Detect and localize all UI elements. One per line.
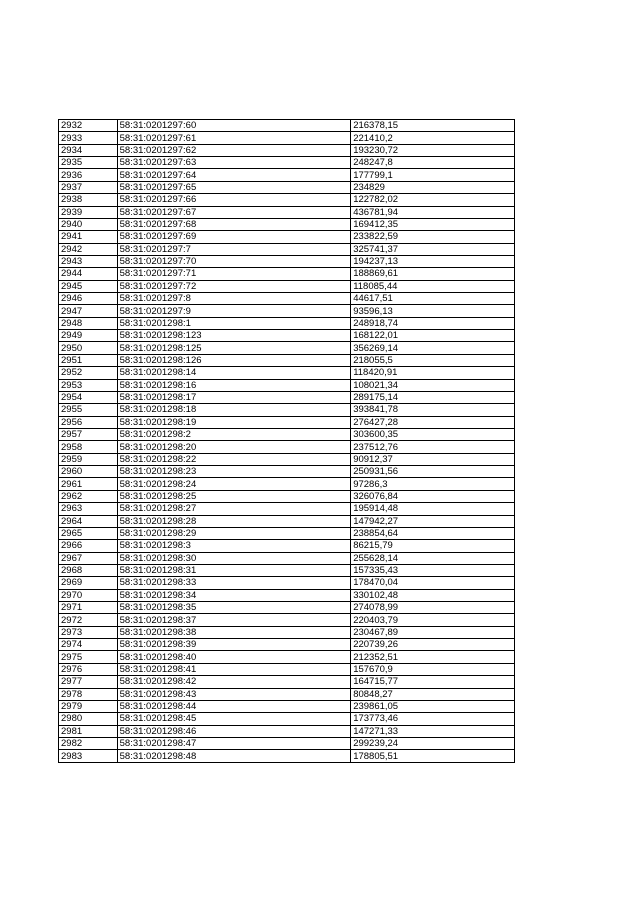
table-row (59, 120, 515, 132)
cadastral-number-cell: 58:31:0201298:31 (117, 564, 351, 576)
table-row (59, 404, 515, 416)
row-number-cell: 2952 (59, 367, 118, 379)
value-cell: 325741,37 (351, 243, 515, 255)
value-cell: 93596,13 (351, 305, 515, 317)
value-cell: 234829 (351, 181, 515, 193)
row-number-cell: 2961 (59, 478, 118, 490)
value-cell: 193230,72 (351, 144, 515, 156)
cadastral-number-cell: 58:31:0201298:1 (117, 317, 351, 329)
value-cell: 178805,51 (351, 750, 515, 762)
table-row (59, 466, 515, 478)
cadastral-number-cell: 58:31:0201298:17 (117, 391, 351, 403)
cadastral-number-cell: 58:31:0201298:38 (117, 626, 351, 638)
row-number-cell: 2951 (59, 354, 118, 366)
table-row (59, 503, 515, 515)
row-number-cell: 2976 (59, 663, 118, 675)
value-cell: 80848,27 (351, 688, 515, 700)
value-cell: 250931,56 (351, 466, 515, 478)
cadastral-number-cell: 58:31:0201298:123 (117, 330, 351, 342)
value-cell: 330102,48 (351, 589, 515, 601)
value-cell: 299239,24 (351, 737, 515, 749)
table-row (59, 750, 515, 762)
value-cell: 239861,05 (351, 700, 515, 712)
value-cell: 218055,5 (351, 354, 515, 366)
cadastral-number-cell: 58:31:0201297:60 (117, 120, 351, 132)
table-row (59, 218, 515, 230)
table-row (59, 540, 515, 552)
table-row (59, 589, 515, 601)
cadastral-number-cell: 58:31:0201298:43 (117, 688, 351, 700)
row-number-cell: 2935 (59, 157, 118, 169)
table-row (59, 663, 515, 675)
cadastral-number-cell: 58:31:0201298:45 (117, 713, 351, 725)
value-cell: 248918,74 (351, 317, 515, 329)
value-cell: 118085,44 (351, 280, 515, 292)
cadastral-number-cell: 58:31:0201298:42 (117, 676, 351, 688)
cadastral-number-cell: 58:31:0201298:2 (117, 428, 351, 440)
value-cell: 220739,26 (351, 639, 515, 651)
table-row (59, 144, 515, 156)
table-row (59, 280, 515, 292)
row-number-cell: 2980 (59, 713, 118, 725)
row-number-cell: 2967 (59, 552, 118, 564)
value-cell: 393841,78 (351, 404, 515, 416)
value-cell: 108021,34 (351, 379, 515, 391)
table-row (59, 379, 515, 391)
cadastral-number-cell: 58:31:0201298:18 (117, 404, 351, 416)
cadastral-number-cell: 58:31:0201298:125 (117, 342, 351, 354)
cadastral-number-cell: 58:31:0201298:20 (117, 441, 351, 453)
row-number-cell: 2949 (59, 330, 118, 342)
row-number-cell: 2955 (59, 404, 118, 416)
value-cell: 436781,94 (351, 206, 515, 218)
row-number-cell: 2956 (59, 416, 118, 428)
cadastral-number-cell: 58:31:0201298:48 (117, 750, 351, 762)
cadastral-number-cell: 58:31:0201298:29 (117, 527, 351, 539)
row-number-cell: 2970 (59, 589, 118, 601)
row-number-cell: 2983 (59, 750, 118, 762)
row-number-cell: 2971 (59, 602, 118, 614)
table-row (59, 231, 515, 243)
row-number-cell: 2965 (59, 527, 118, 539)
table-row (59, 614, 515, 626)
value-cell: 274078,99 (351, 602, 515, 614)
row-number-cell: 2940 (59, 218, 118, 230)
value-cell: 164715,77 (351, 676, 515, 688)
value-cell: 157335,43 (351, 564, 515, 576)
row-number-cell: 2973 (59, 626, 118, 638)
value-cell: 168122,01 (351, 330, 515, 342)
cadastral-number-cell: 58:31:0201298:35 (117, 602, 351, 614)
table-row (59, 490, 515, 502)
cadastral-number-cell: 58:31:0201298:41 (117, 663, 351, 675)
cadastral-number-cell: 58:31:0201298:22 (117, 453, 351, 465)
row-number-cell: 2939 (59, 206, 118, 218)
value-cell: 221410,2 (351, 132, 515, 144)
value-cell: 177799,1 (351, 169, 515, 181)
row-number-cell: 2945 (59, 280, 118, 292)
table-row (59, 206, 515, 218)
cadastral-number-cell: 58:31:0201298:37 (117, 614, 351, 626)
cadastral-number-cell: 58:31:0201297:64 (117, 169, 351, 181)
cadastral-number-cell: 58:31:0201298:30 (117, 552, 351, 564)
cadastral-number-cell: 58:31:0201297:72 (117, 280, 351, 292)
cadastral-number-cell: 58:31:0201298:14 (117, 367, 351, 379)
value-cell: 276427,28 (351, 416, 515, 428)
cadastral-number-cell: 58:31:0201298:33 (117, 577, 351, 589)
value-cell: 44617,51 (351, 293, 515, 305)
table-row (59, 737, 515, 749)
table-row (59, 317, 515, 329)
value-cell: 303600,35 (351, 428, 515, 440)
cadastral-number-cell: 58:31:0201298:16 (117, 379, 351, 391)
row-number-cell: 2981 (59, 725, 118, 737)
value-cell: 194237,13 (351, 255, 515, 267)
table-row (59, 255, 515, 267)
cadastral-number-cell: 58:31:0201297:65 (117, 181, 351, 193)
value-cell: 147271,33 (351, 725, 515, 737)
cadastral-number-cell: 58:31:0201298:44 (117, 700, 351, 712)
table-row (59, 268, 515, 280)
table-row (59, 552, 515, 564)
table-row (59, 416, 515, 428)
value-cell: 86215,79 (351, 540, 515, 552)
cadastral-number-cell: 58:31:0201298:34 (117, 589, 351, 601)
value-cell: 248247,8 (351, 157, 515, 169)
cadastral-number-cell: 58:31:0201298:28 (117, 515, 351, 527)
cadastral-number-cell: 58:31:0201297:62 (117, 144, 351, 156)
cadastral-number-cell: 58:31:0201298:40 (117, 651, 351, 663)
row-number-cell: 2958 (59, 441, 118, 453)
row-number-cell: 2979 (59, 700, 118, 712)
table-row (59, 330, 515, 342)
table-row (59, 181, 515, 193)
value-cell: 220403,79 (351, 614, 515, 626)
value-cell: 147942,27 (351, 515, 515, 527)
value-cell: 157670,9 (351, 663, 515, 675)
table-row (59, 639, 515, 651)
cadastral-number-cell: 58:31:0201297:9 (117, 305, 351, 317)
table-row (59, 713, 515, 725)
table-row (59, 527, 515, 539)
row-number-cell: 2947 (59, 305, 118, 317)
table-row (59, 243, 515, 255)
table-row (59, 515, 515, 527)
table-row (59, 676, 515, 688)
cadastral-number-cell: 58:31:0201298:24 (117, 478, 351, 490)
cadastral-number-cell: 58:31:0201297:8 (117, 293, 351, 305)
cadastral-number-cell: 58:31:0201297:66 (117, 194, 351, 206)
value-cell: 118420,91 (351, 367, 515, 379)
table-row (59, 626, 515, 638)
table-row (59, 700, 515, 712)
row-number-cell: 2957 (59, 428, 118, 440)
value-cell: 237512,76 (351, 441, 515, 453)
table-row (59, 367, 515, 379)
cadastral-number-cell: 58:31:0201297:68 (117, 218, 351, 230)
value-cell: 230467,89 (351, 626, 515, 638)
cadastral-number-cell: 58:31:0201298:25 (117, 490, 351, 502)
value-cell: 216378,15 (351, 120, 515, 132)
row-number-cell: 2978 (59, 688, 118, 700)
table-row (59, 391, 515, 403)
cadastral-number-cell: 58:31:0201297:70 (117, 255, 351, 267)
value-cell: 356269,14 (351, 342, 515, 354)
value-cell: 122782,02 (351, 194, 515, 206)
value-cell: 233822,59 (351, 231, 515, 243)
row-number-cell: 2969 (59, 577, 118, 589)
table-row (59, 428, 515, 440)
value-cell: 90912,37 (351, 453, 515, 465)
value-cell: 169412,35 (351, 218, 515, 230)
row-number-cell: 2944 (59, 268, 118, 280)
table-row (59, 577, 515, 589)
row-number-cell: 2982 (59, 737, 118, 749)
row-number-cell: 2943 (59, 255, 118, 267)
cadastral-number-cell: 58:31:0201297:67 (117, 206, 351, 218)
cadastral-number-cell: 58:31:0201298:27 (117, 503, 351, 515)
row-number-cell: 2938 (59, 194, 118, 206)
cadastral-number-cell: 58:31:0201298:23 (117, 466, 351, 478)
cadastral-number-cell: 58:31:0201298:39 (117, 639, 351, 651)
value-cell: 255628,14 (351, 552, 515, 564)
cadastral-number-cell: 58:31:0201297:61 (117, 132, 351, 144)
row-number-cell: 2966 (59, 540, 118, 552)
table-row (59, 354, 515, 366)
row-number-cell: 2977 (59, 676, 118, 688)
row-number-cell: 2936 (59, 169, 118, 181)
data-table (58, 119, 515, 763)
value-cell: 97286,3 (351, 478, 515, 490)
value-cell: 188869,61 (351, 268, 515, 280)
cadastral-number-cell: 58:31:0201298:46 (117, 725, 351, 737)
cadastral-number-cell: 58:31:0201298:3 (117, 540, 351, 552)
value-cell: 212352,51 (351, 651, 515, 663)
row-number-cell: 2937 (59, 181, 118, 193)
row-number-cell: 2948 (59, 317, 118, 329)
table-row (59, 194, 515, 206)
row-number-cell: 2953 (59, 379, 118, 391)
value-cell: 173773,46 (351, 713, 515, 725)
row-number-cell: 2933 (59, 132, 118, 144)
cadastral-number-cell: 58:31:0201297:69 (117, 231, 351, 243)
table-row (59, 564, 515, 576)
value-cell: 238854,64 (351, 527, 515, 539)
table-row (59, 651, 515, 663)
cadastral-number-cell: 58:31:0201298:47 (117, 737, 351, 749)
row-number-cell: 2942 (59, 243, 118, 255)
row-number-cell: 2972 (59, 614, 118, 626)
row-number-cell: 2954 (59, 391, 118, 403)
cadastral-number-cell: 58:31:0201297:71 (117, 268, 351, 280)
table-row (59, 132, 515, 144)
row-number-cell: 2950 (59, 342, 118, 354)
table-row (59, 478, 515, 490)
table-row (59, 169, 515, 181)
table-row (59, 725, 515, 737)
row-number-cell: 2975 (59, 651, 118, 663)
row-number-cell: 2962 (59, 490, 118, 502)
table-row (59, 157, 515, 169)
table-row (59, 441, 515, 453)
row-number-cell: 2946 (59, 293, 118, 305)
row-number-cell: 2960 (59, 466, 118, 478)
cadastral-number-cell: 58:31:0201298:126 (117, 354, 351, 366)
row-number-cell: 2968 (59, 564, 118, 576)
table-row (59, 293, 515, 305)
value-cell: 195914,48 (351, 503, 515, 515)
cadastral-number-cell: 58:31:0201297:63 (117, 157, 351, 169)
row-number-cell: 2934 (59, 144, 118, 156)
table-row (59, 602, 515, 614)
table-body (59, 120, 515, 763)
row-number-cell: 2974 (59, 639, 118, 651)
row-number-cell: 2963 (59, 503, 118, 515)
row-number-cell: 2941 (59, 231, 118, 243)
table-row (59, 688, 515, 700)
row-number-cell: 2964 (59, 515, 118, 527)
table-row (59, 342, 515, 354)
value-cell: 289175,14 (351, 391, 515, 403)
row-number-cell: 2959 (59, 453, 118, 465)
row-number-cell: 2932 (59, 120, 118, 132)
cadastral-number-cell: 58:31:0201297:7 (117, 243, 351, 255)
table-row (59, 305, 515, 317)
value-cell: 178470,04 (351, 577, 515, 589)
cadastral-number-cell: 58:31:0201298:19 (117, 416, 351, 428)
value-cell: 326076,84 (351, 490, 515, 502)
table-row (59, 453, 515, 465)
